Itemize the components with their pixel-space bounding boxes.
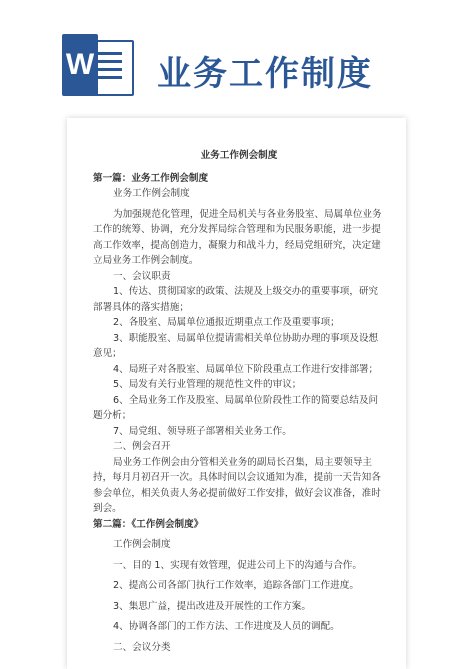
paragraph: 4、局班子对各股室、局属单位下阶段重点工作进行安排部署；	[113, 363, 379, 375]
word-icon	[62, 34, 132, 96]
document-title: 业务工作例会制度	[200, 150, 278, 161]
subtitle: 业务工作例会制度	[113, 188, 190, 199]
paragraph: 二、会议分类	[113, 641, 171, 653]
section-heading: 第二篇：《工作例会制度》	[93, 518, 204, 530]
document-content	[93, 148, 385, 655]
paragraph: 6、全局业务工作及股室、局属单位阶段性工作的简要总结及问题分析；	[93, 394, 379, 421]
word-icon-badge: W	[62, 34, 98, 96]
subtitle: 工作例会制度	[113, 539, 171, 550]
paragraph: 2、各股室、局属单位通报近期重点工作及重要事项；	[113, 317, 340, 328]
paragraph: 7、局党组、领导班子部署相关业务工作。	[113, 425, 292, 437]
paragraph: 4、协调各部门的工作方法、工作进度及人员的调配。	[113, 621, 340, 632]
document-page	[67, 118, 406, 669]
header-title: 业务工作制度	[157, 54, 373, 94]
paragraph: 3、集思广益，提出改进及开展性的工作方案。	[113, 600, 311, 612]
paragraph: 二、例会召开	[113, 441, 171, 452]
paragraph: 一、会议职责	[113, 270, 171, 282]
section-heading: 第一篇：业务工作例会制度	[93, 172, 209, 184]
page-header	[0, 0, 474, 118]
paragraph: 2、提高公司各部门执行工作效率，追踪各部门工作进度。	[113, 580, 359, 591]
paragraph: 1、传达、贯彻国家的政策、法规及上级交办的重要事项，研究部署具体的落实措施；	[93, 286, 379, 313]
paragraph: 一、目的 1、实现有效管理，促进公司上下的沟通与合作。	[113, 559, 362, 571]
paragraph: 3、职能股室、局属单位提请需相关单位协助办理的事项及设想意见；	[93, 332, 379, 359]
paragraph: 局业务工作例会由分管相关业务的副局长召集，局主要领导主持，每月月初召开一次。具体时间以会议通知为准，提前一天告知各参会单位，相关负责人务必提前做好工作安排，做好会议准备，准时到会。	[93, 456, 381, 514]
paragraph: 5、局发有关行业管理的规范性文件的审议；	[113, 379, 302, 390]
paragraph: 为加强规范化管理，促进全局机关与各业务股室、局属单位业务工作的统筹、协调，充分发挥局综合管理和为民服务职能，进一步提高工作效率，提高创造力，凝聚力和战斗力，经局党组研究，决定建立局业务工作例会制度。	[93, 208, 382, 266]
